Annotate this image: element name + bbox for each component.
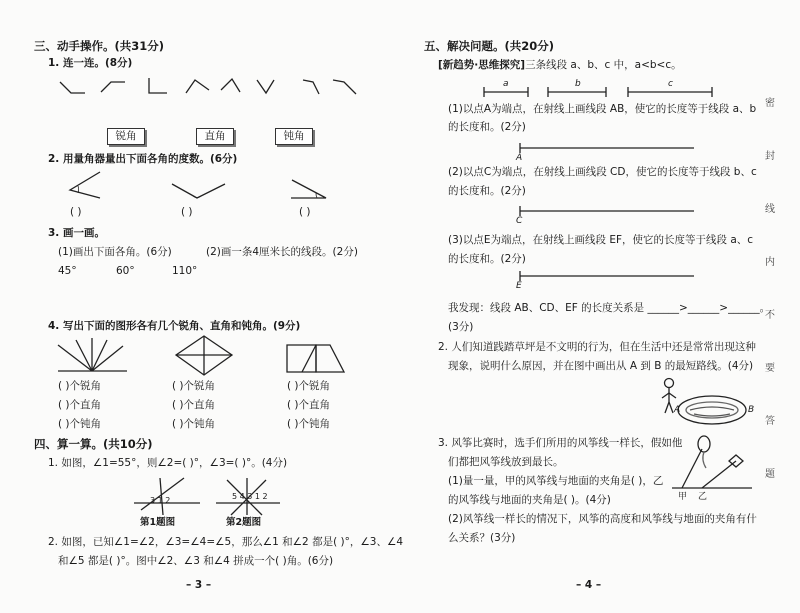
connect-shape-8 — [333, 80, 356, 94]
label-acute: 锐角 — [107, 128, 145, 145]
fig2-acute-count[interactable]: ( )个锐角 — [172, 380, 216, 392]
q3-part1: (1)画出下面各角。(6分) — [58, 246, 172, 258]
lawn-illustration — [678, 396, 746, 424]
r-q3-line2: 们都把风筝线放到最长。 — [448, 456, 564, 468]
page-number-left: – 3 – — [186, 579, 212, 591]
connect-shape-4 — [186, 80, 209, 93]
label-obtuse: 钝角 — [275, 128, 313, 145]
r-q1-3-line2: 的长度和。(2分) — [448, 253, 526, 265]
angle-45: 45° — [58, 265, 77, 277]
q3-part2: (2)画一条4厘米长的线段。(2分) — [206, 246, 358, 258]
rhombus-figure — [176, 336, 232, 375]
fig3-obtuse-count[interactable]: ( )个钝角 — [287, 418, 331, 430]
section4-title: 四、算一算。(共10分) — [34, 437, 153, 451]
seg-label-a: a — [503, 79, 509, 89]
r-q1-line — [438, 59, 682, 72]
connect-shape-3 — [149, 78, 167, 93]
fig3-right-count[interactable]: ( )个直角 — [287, 399, 331, 411]
measure-angle-1 — [70, 172, 100, 198]
r-q3-line3[interactable]: (1)量一量，甲的风筝线与地面的夹角是( )，乙 — [448, 475, 664, 487]
section3-title: 三、动手操作。(共31分) — [34, 39, 165, 53]
seg-label-b: b — [575, 79, 581, 89]
r-q2-line2: 现象，说明什么原因，并在图中画出从 A 到 B 的最短路线。(4分) — [448, 360, 754, 372]
q2-title: 2. 用量角器量出下面各角的度数。(6分) — [48, 153, 238, 165]
q1-text: 三条线段 a、b、c 中，a<b<c。 — [525, 59, 682, 71]
q3-title: 3. 画一画。 — [48, 227, 105, 239]
ray-fan-figure — [58, 338, 127, 371]
kite-label-jia: 甲 — [678, 492, 688, 502]
r-q1-2-line1: (2)以点C为端点，在射线上画线段 CD，使它的长度等于线段 b、c — [448, 166, 757, 178]
q2-answer-2[interactable]: ( ) — [181, 206, 193, 218]
connect-shape-6 — [257, 80, 274, 93]
fig3-acute-count[interactable]: ( )个锐角 — [287, 380, 331, 392]
ray-A — [520, 143, 694, 153]
r-found[interactable]: 我发现：线段 AB、CD、EF 的长度关系是 ______>______>______。 — [448, 302, 771, 314]
r-found-score: (3分) — [448, 321, 474, 333]
s4-q1: 1. 如图，∠1=55°，则∠2=( )°，∠3=( )°。(4分) — [48, 457, 288, 469]
s4-q2-line1: 2. 如图，已知∠1=∠2，∠3=∠4=∠5，那么∠1 和∠2 都是( )°，∠3、∠4 — [48, 536, 404, 548]
margin-char-6: 要 — [765, 363, 775, 374]
angle-60: 60° — [116, 265, 135, 277]
point-E: E — [516, 281, 522, 291]
margin-char-4: 内 — [765, 257, 775, 268]
ray-E — [520, 271, 694, 281]
fig1-angle-labels: 3 1 2 — [150, 496, 171, 505]
fig1-obtuse-count[interactable]: ( )个钝角 — [58, 418, 102, 430]
r-q3-line6: 么关系？(3分) — [448, 532, 516, 544]
point-C: C — [516, 216, 523, 226]
r-q1-1-line1: (1)以点A为端点，在射线上画线段 AB，使它的长度等于线段 a、b — [448, 103, 757, 115]
q2-answer-3[interactable]: ( ) — [299, 206, 311, 218]
measure-angle-3 — [291, 180, 326, 198]
point-A: A — [516, 153, 523, 163]
lawn-point-A: A — [674, 405, 681, 415]
margin-char-2: 封 — [765, 151, 775, 162]
label-right: 直角 — [196, 128, 234, 145]
seg-label-c: c — [668, 79, 673, 89]
r-q1-2-line2: 的长度和。(2分) — [448, 185, 526, 197]
connect-shape-5 — [221, 79, 240, 92]
q1-title: 1. 连一连。(8分) — [48, 57, 133, 69]
fig1-caption: 第1题图 — [140, 517, 176, 528]
section5-title: 五、解决问题。(共20分) — [424, 39, 555, 53]
r-q3-line5: (2)风筝线一样长的情况下，风筝的高度和风筝线与地面的夹角有什 — [448, 513, 757, 525]
q2-answer-1[interactable]: ( ) — [70, 206, 82, 218]
page-number-right: – 4 – — [576, 579, 602, 591]
fig2-obtuse-count[interactable]: ( )个钝角 — [172, 418, 216, 430]
fig1-right-count[interactable]: ( )个直角 — [58, 399, 102, 411]
connect-shape-1 — [60, 82, 85, 93]
fig1-acute-count[interactable]: ( )个锐角 — [58, 380, 102, 392]
margin-char-5: 不 — [765, 310, 775, 321]
margin-char-3: 线 — [765, 204, 775, 215]
r-q3-line1: 3. 风筝比赛时，选手们所用的风筝线一样长，假如他 — [438, 437, 683, 449]
ray-C — [520, 206, 694, 216]
margin-char-8: 题 — [765, 469, 775, 480]
q1-tag: [新趋势·思维探究] — [438, 59, 526, 71]
rect-trapezoid-figure — [287, 345, 344, 372]
angle-110: 110° — [172, 265, 198, 277]
measure-angle-2 — [172, 184, 225, 198]
margin-char-7: 答 — [765, 416, 775, 427]
r-q3-line4[interactable]: 的风筝线与地面的夹角是( )。(4分) — [448, 494, 611, 506]
kite-illustration — [672, 436, 752, 488]
r-q1-3-line1: (3)以点E为端点，在射线上画线段 EF，使它的长度等于线段 a、c — [448, 234, 754, 246]
q4-title: 4. 写出下面的图形各有几个锐角、直角和钝角。(9分) — [48, 320, 301, 332]
fig2-angle-labels: 5 4 3 1 2 — [232, 492, 268, 501]
fig2-right-count[interactable]: ( )个直角 — [172, 399, 216, 411]
s4-q2-line2: 和∠5 都是( )°。图中∠2、∠3 和∠4 拼成一个( )角。(6分) — [58, 555, 334, 567]
lawn-point-B: B — [748, 405, 755, 415]
margin-char-1: 密 — [765, 98, 775, 109]
r-q2-line1: 2. 人们知道践踏草坪是不文明的行为，但在生活中还是常常出现这种 — [438, 341, 756, 353]
connect-shape-2 — [101, 82, 125, 92]
kite-label-yi: 乙 — [698, 492, 708, 502]
fig2-caption: 第2题图 — [226, 517, 262, 528]
r-q1-1-line2: 的长度和。(2分) — [448, 121, 526, 133]
connect-shape-7 — [303, 80, 319, 94]
